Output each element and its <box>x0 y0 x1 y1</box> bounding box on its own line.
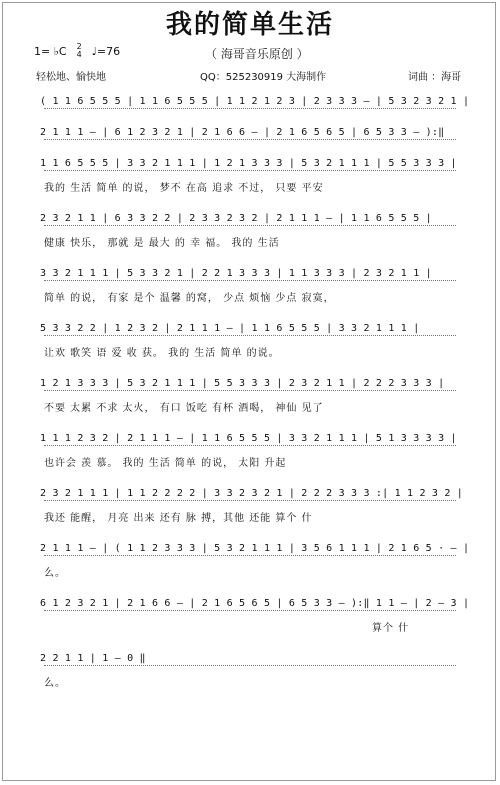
meter-bottom: 4 <box>76 50 82 59</box>
beam-line <box>44 225 456 226</box>
notation-text: 2 1 1 1 — | 6 1 2 3 2 1 | 2 1 6 6 — | 2 1 6 5 6 5 | 6 5 3 3 — ):‖ <box>40 127 445 138</box>
lyric-row: 健康 快乐， 那就 是 最大 的 幸 福。 我的 生活 <box>44 238 280 249</box>
notation-text: 1 2 1 3 3 3 | 5 3 2 1 1 1 | 5 5 3 3 3 | 2 3 2 1 1 | 2 2 2 3 3 3 | <box>40 378 445 389</box>
lyric-row: 让欢 歌笑 语 爱 收 获。 我的 生活 简单 的说。 <box>44 348 280 359</box>
beam-line <box>44 280 456 281</box>
lyric-row: 我的 生活 简单 的说， 梦不 在高 追求 不过， 只要 平安 <box>44 183 324 194</box>
notation-text: 2 3 2 1 1 1 | 1 1 2 2 2 2 | 3 3 2 3 2 1 | 2 2 2 3 3 3 :| 1 1 2 3 2 | <box>40 488 463 499</box>
time-signature <box>77 43 82 59</box>
notation-row <box>40 315 460 341</box>
lyric-row: 算个 什 <box>372 623 410 634</box>
notation-row <box>40 645 460 671</box>
beam-line <box>44 170 456 171</box>
beam-line <box>44 445 456 446</box>
notation-row <box>40 119 460 145</box>
lyric-row: 也许会 羡 慕。 我的 生活 简单 的说， 太阳 升起 <box>44 458 287 469</box>
song-title: 我的简单生活 <box>165 10 334 40</box>
notation-row <box>40 88 470 114</box>
beam-line <box>44 390 456 391</box>
origin-note: （ 海哥音乐原创 ） <box>205 47 309 61</box>
lyric-row: 我还 能醒， 月亮 出来 还有 脉 搏，其他 还能 算个 什 <box>44 513 313 524</box>
notation-row <box>40 205 460 231</box>
notation-row <box>40 260 460 286</box>
author-credit: 词曲 ：海哥 <box>408 72 462 83</box>
notation-text: 1 1 6 5 5 5 | 3 3 2 1 1 1 | 1 2 1 3 3 3 | 5 3 2 1 1 1 | 5 5 3 3 3 | <box>40 158 457 169</box>
tempo-marking: ♩=76 <box>91 44 121 58</box>
notation-text: 2 2 1 1 | 1 — 0 ‖ <box>40 653 146 664</box>
beam-line <box>44 500 456 501</box>
key-signature <box>34 43 120 59</box>
beam-line <box>44 555 456 556</box>
beam-line <box>44 335 456 336</box>
notation-text: 5 3 3 2 2 | 1 2 3 2 | 2 1 1 1 — | 1 1 6 5 5 5 | 3 3 2 1 1 1 | <box>40 323 420 334</box>
notation-row <box>40 425 460 451</box>
lyric-row: 简单 的说， 有家 是个 温馨 的窝， 少点 烦恼 少点 寂寞， <box>44 293 335 304</box>
beam-line <box>44 139 456 140</box>
style-marking: 轻松地、愉快地 <box>36 72 106 83</box>
notation-row <box>40 150 460 176</box>
notation-row <box>40 590 470 616</box>
lyric-row: 么。 <box>44 678 66 689</box>
notation-row <box>40 370 460 396</box>
notation-text: 6 1 2 3 2 1 | 2 1 6 6 — | 2 1 6 5 6 5 | 6 5 3 3 — ):‖ 1 1 — | 2 — 3 | <box>40 598 470 609</box>
notation-text: ( 1 1 6 5 5 5 | 1 1 6 5 5 5 | 1 1 2 1 2 3 | 2 3 3 3 — | 5 3 2 3 2 1 | <box>40 96 470 107</box>
notation-text: 1 1 1 2 3 2 | 2 1 1 1 — | 1 1 6 5 5 5 | 3 3 2 1 1 1 | 5 1 3 3 3 3 | <box>40 433 457 444</box>
notation-row <box>40 480 463 506</box>
producer-credit: QQ：525230919 大海制作 <box>200 72 327 83</box>
beam-line <box>44 610 456 611</box>
beam-line <box>44 665 456 666</box>
meter-top: 2 <box>76 42 82 51</box>
lyric-row: 么。 <box>44 568 66 579</box>
notation-text: 3 3 2 1 1 1 | 5 3 3 2 1 | 2 2 1 3 3 3 | 1 1 3 3 3 | 2 3 2 1 1 | <box>40 268 432 279</box>
notation-text: 2 1 1 1 — | ( 1 1 2 3 3 3 | 5 3 2 1 1 1 | 3 5 6 1 1 1 | 2 1 6 5 · — | <box>40 543 470 554</box>
lyric-row: 不要 太累 不求 太火， 有口 饭吃 有杯 酒喝， 神仙 见了 <box>44 403 324 414</box>
key-label: 1= ♭C <box>34 44 67 58</box>
notation-text: 2 3 2 1 1 | 6 3 3 2 2 | 2 3 3 2 3 2 | 2 1 1 1 — | 1 1 6 5 5 5 | <box>40 213 432 224</box>
notation-row <box>40 535 470 561</box>
beam-line <box>44 108 456 109</box>
